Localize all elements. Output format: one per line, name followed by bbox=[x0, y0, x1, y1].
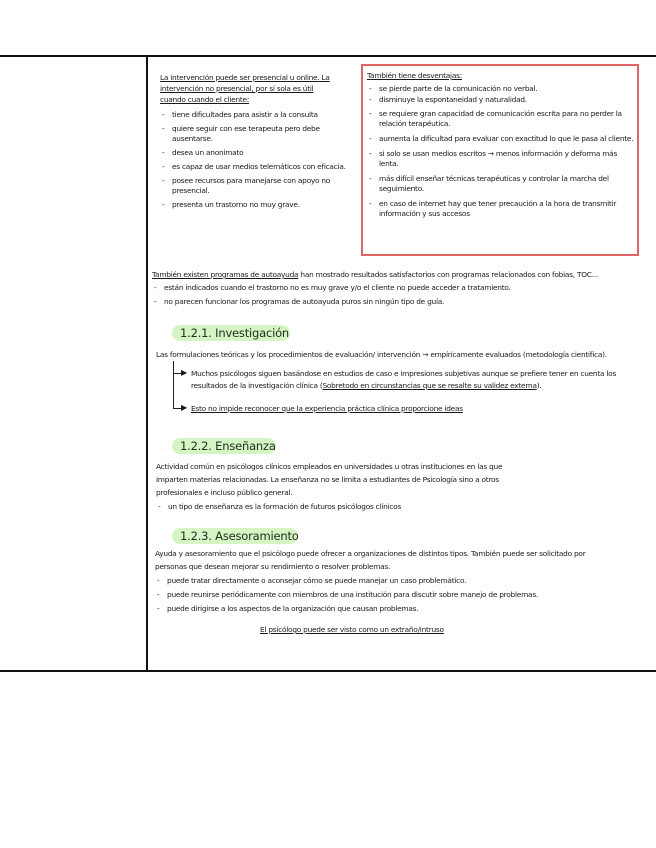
investigacion-arrow1-line2 bbox=[191, 381, 541, 391]
autoayuda-rest: han mostrado resultados satisfactorios con programas relacionados con fobias, TOC... bbox=[298, 270, 598, 279]
list-item: - presenta un trastorno no muy grave. bbox=[160, 200, 350, 210]
list-item: - tiene dificultades para asistir a la consulta bbox=[160, 110, 350, 120]
autoayuda-line bbox=[152, 270, 598, 280]
ensenanza-line-2: imparten materias relacionadas. La enseñanza no se limita a estudiantes de Psicología sino a otros bbox=[156, 475, 499, 484]
list-item: - un tipo de enseñanza es la formación de futuros psicólogos clínicos bbox=[156, 502, 556, 512]
investigacion-arrow2: Esto no impide reconocer que la experiencia práctica clínica proporcione ideas bbox=[191, 404, 463, 413]
list-item: - se pierde parte de la comunicación no verbal. bbox=[367, 84, 635, 94]
intro-line-1: La intervención puede ser presencial u online. La bbox=[160, 73, 330, 82]
asesoramiento-line-2: personas que desean mejorar su rendimiento o resolver problemas. bbox=[155, 562, 391, 571]
list-item: - puede tratar directamente o aconsejar cómo se puede manejar un caso problemático. bbox=[155, 576, 635, 586]
ensenanza-line-1: Actividad común en psicólogos clínicos empleados en universidades u otras instituciones en las que bbox=[156, 462, 503, 471]
intro-line-3: cuando cuando el cliente: bbox=[160, 95, 250, 104]
top-rule bbox=[0, 55, 656, 57]
autoayuda-prefix: También existen bbox=[152, 270, 211, 279]
column-divider bbox=[146, 56, 148, 672]
list-item: - desea un anonimato bbox=[160, 148, 350, 158]
intro-line-2: intervención no presencial, por sí sola es útil bbox=[160, 84, 314, 93]
arrow1-end: ). bbox=[536, 381, 542, 390]
list-item: - aumenta la dificultad para evaluar con exactitud lo que le pasa al cliente. bbox=[367, 134, 635, 144]
list-item: - si solo se usan medios escritos → menos información y deforma más lenta. bbox=[367, 149, 635, 169]
investigacion-line: Las formulaciones teóricas y los procedimientos de evaluación/ intervención → empíricamente evaluados (metodología científica). bbox=[156, 350, 607, 359]
heading-investigacion: 1.2.1. Investigación bbox=[180, 326, 290, 340]
list-item: - más difícil enseñar técnicas terapéuticas y controlar la marcha del seguimiento. bbox=[367, 174, 635, 194]
list-item: - no parecen funcionar los programas de autoayuda puros sin ningún tipo de guía. bbox=[152, 297, 642, 307]
autoayuda-list bbox=[152, 283, 642, 307]
asesoramiento-list bbox=[155, 576, 635, 614]
list-item: - posee recursos para manejarse con apoyo no presencial. bbox=[160, 176, 350, 196]
investigacion-arrow1-line1: Muchos psicólogos siguen basándose en estudios de caso e impresiones subjetivas aunque se prefiere tener en cuenta los bbox=[191, 369, 617, 378]
list-item: - disminuye la espontaneidad y naturalidad. bbox=[367, 95, 635, 105]
list-item: - quiere seguir con ese terapeuta pero debe ausentarse. bbox=[160, 124, 350, 144]
autoayuda-keyword: programas de autoayuda bbox=[210, 270, 299, 279]
arrow-connector bbox=[173, 361, 174, 408]
bottom-rule bbox=[0, 670, 656, 672]
list-item: - están indicados cuando el trastorno no es muy grave y/o el cliente no puede acceder a tratamiento. bbox=[152, 283, 642, 293]
ensenanza-line-3: profesionales e incluso público general. bbox=[156, 488, 293, 497]
arrow1-plain: resultados de la investigación clínica ( bbox=[191, 381, 323, 390]
asesoramiento-line-1: Ayuda y asesoramiento que el psicólogo puede ofrecer a organizaciones de distintos tipos. También puede ser solicitado por bbox=[155, 549, 586, 558]
asesoramiento-closing: El psicólogo puede ser visto como un extraño/intruso bbox=[260, 625, 444, 634]
heading-ensenanza: 1.2.2. Enseñanza bbox=[180, 439, 276, 453]
arrow1-underlined: Sobretodo en circunstancias que se resalte su validez externa bbox=[322, 381, 537, 390]
list-item: - en caso de internet hay que tener precaución a la hora de transmitir información y sus accesos bbox=[367, 199, 635, 219]
ensenanza-list bbox=[156, 502, 556, 512]
arrow-right-icon: ▶ bbox=[181, 368, 188, 377]
intro-list bbox=[160, 110, 350, 214]
disadvantages-list bbox=[367, 84, 635, 220]
disadvantages-title: También tiene desventajas: bbox=[367, 71, 462, 80]
heading-asesoramiento: 1.2.3. Asesoramiento bbox=[180, 529, 299, 543]
list-item: - puede reunirse periódicamente con miembros de una institución para discutir sobre manejo de problemas. bbox=[155, 590, 635, 600]
list-item: - es capaz de usar medios telemáticos con eficacia. bbox=[160, 162, 350, 172]
list-item: - se requiere gran capacidad de comunicación escrita para no perder la relación terapéutica. bbox=[367, 109, 635, 129]
arrow-right-icon: ▶ bbox=[181, 403, 188, 412]
list-item: - puede dirigirse a los aspectos de la organización que causan problemas. bbox=[155, 604, 635, 614]
